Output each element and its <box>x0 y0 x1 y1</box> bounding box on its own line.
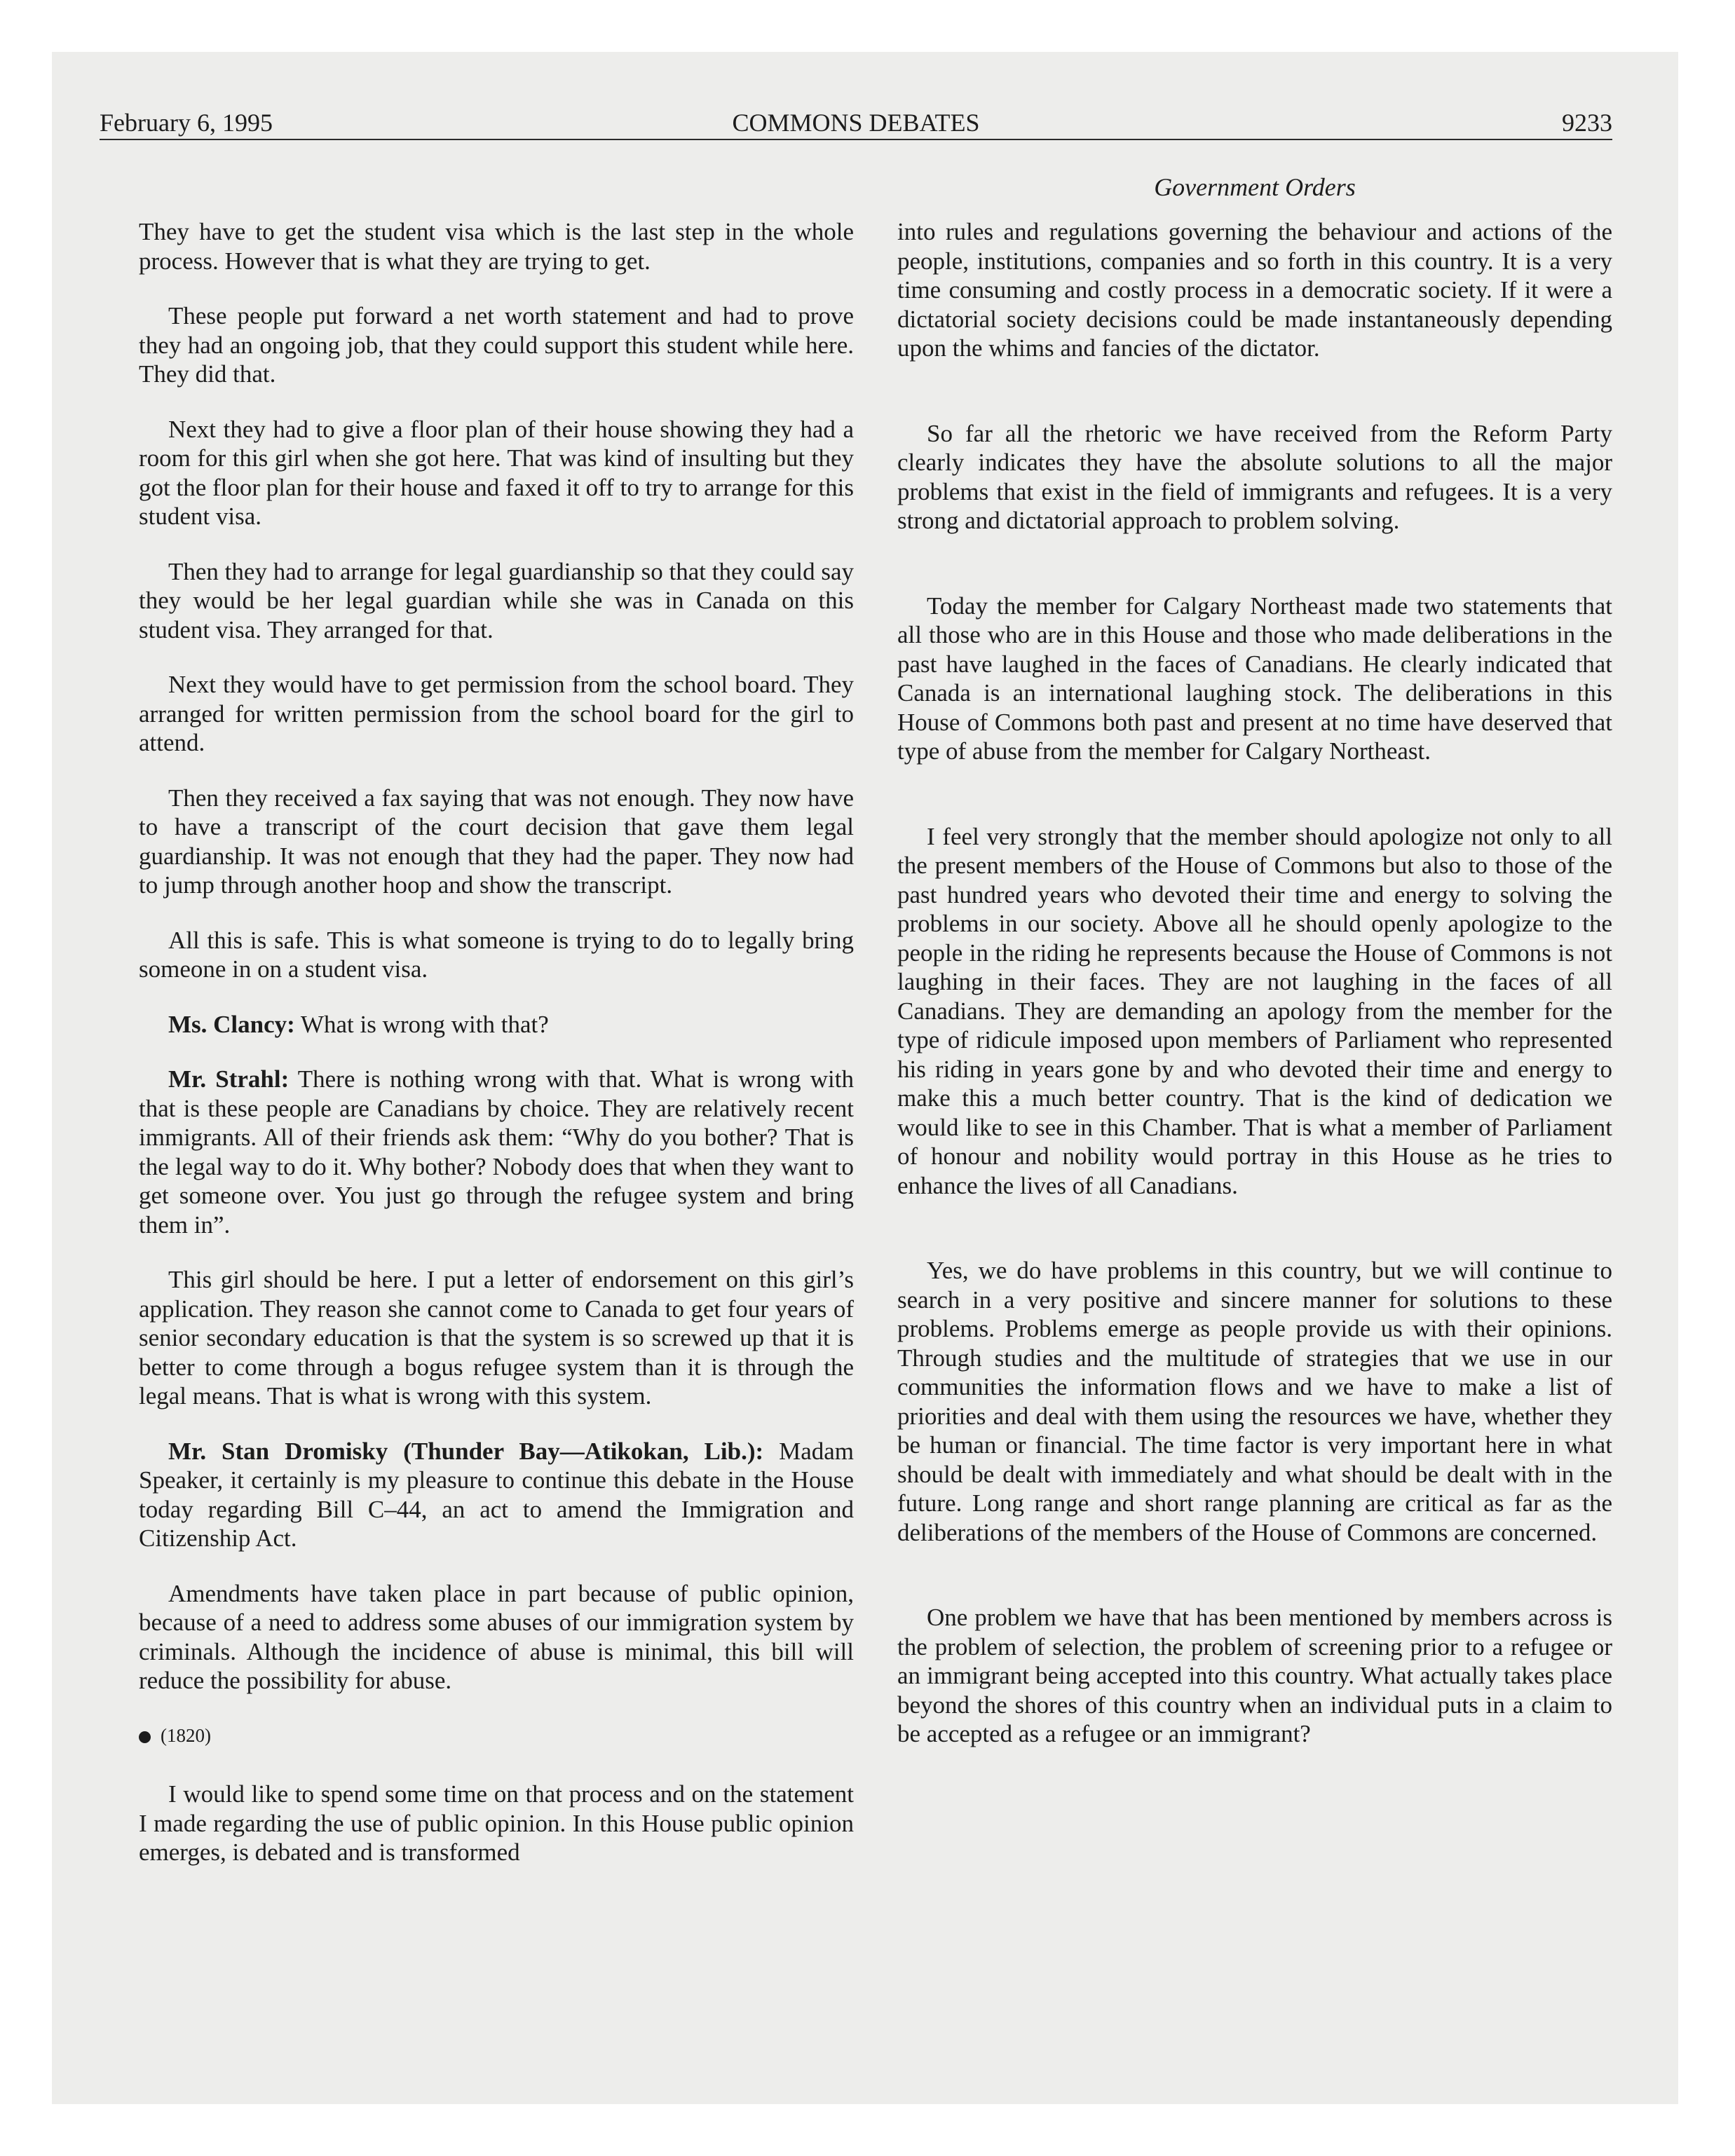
header-title: COMMONS DEBATES <box>732 109 980 137</box>
bullet-icon <box>139 1731 151 1743</box>
speech-text: Madam Speaker, it certainly is my pleasure to continue this debate in the House today regarding Bill C–44, an act to amend the Immigration and Citizenship Act. <box>139 1437 855 1552</box>
left-column <box>139 217 854 1893</box>
paragraph: Today the member for Calgary Northeast made two statements that all those who are in this House and those who made deliberations in the past have laughed in the faces of Canadians. He clearly indicated that Canada is an international laughing stock. The deliberations in this House of Commons both past and present at no time have deserved that type of abuse from the member for Calgary Northeast. <box>897 592 1612 765</box>
paragraph: These people put forward a net worth statement and had to prove they had an ongoing job, that they could support this student while here. They did that. <box>139 302 854 388</box>
paragraph: I would like to spend some time on that process and on the statement I made regarding the use of public opinion. In this House public opinion emerges, is debated and is transformed <box>139 1780 854 1866</box>
header-date: February 6, 1995 <box>100 109 273 137</box>
paragraph: Amendments have taken place in part because of public opinion, because of a need to address some abuses of our immigration system by criminals. Although the incidence of abuse is minimal, this bill will reduce the possibility for abuse. <box>139 1579 854 1694</box>
speech-paragraph <box>139 1065 854 1239</box>
speaker-name: Mr. Strahl: <box>168 1065 290 1093</box>
paragraph: They have to get the student visa which is the last step in the whole process. However that is what they are trying to get. <box>139 218 854 275</box>
right-column <box>897 217 1612 1775</box>
paragraph: All this is safe. This is what someone is trying to do to legally bring someone in on a student visa. <box>139 926 854 983</box>
speech-paragraph <box>139 1010 854 1039</box>
header-rule <box>100 139 1612 140</box>
paragraph: Then they had to arrange for legal guardianship so that they could say they would be her legal guardian while she was in Canada on this student visa. They arranged for that. <box>139 557 854 643</box>
timestamp <box>139 1721 854 1751</box>
speech-text: There is nothing wrong with that. What is wrong with that is these people are Canadians by choice. They are relatively recent immigrants. All of their friends ask them: “Why do you bother? That is the legal way to do it. Why bother? Nobody does that when they want to get someone over. You just go through the refugee system and bring them in”. <box>139 1065 854 1239</box>
speech-paragraph <box>139 1437 854 1553</box>
paragraph: Next they would have to get permission from the school board. They arranged for written permission from the school board for the girl to attend. <box>139 671 854 756</box>
speaker-name: Ms. Clancy: <box>168 1010 295 1038</box>
speaker-name: Mr. Stan Dromisky (Thunder Bay—Atikokan, Lib.): <box>168 1437 764 1465</box>
page-header <box>100 105 1612 140</box>
paragraph: This girl should be here. I put a letter of endorsement on this girl’s application. They reason she cannot come to Canada to get four years of senior secondary education is that the system is so screwed up that it is better to come through a bogus refugee system than it is through the legal means. That is what is wrong with this system. <box>139 1266 854 1410</box>
paragraph: So far all the rhetoric we have received from the Reform Party clearly indicates they have the absolute solutions to all the major problems that exist in the field of immigrants and refugees. It is a very strong and dictatorial approach to problem solving. <box>897 419 1612 534</box>
timestamp-text: (1820) <box>161 1724 211 1746</box>
paragraph: I feel very strongly that the member should apologize not only to all the present members of the House of Commons but also to those of the past hundred years who devoted their time and energy to solving the problems in our society. Above all he should openly apologize to the people in the riding he represents because the House of Commons is not laughing in their faces. They are not laughing in the faces of all Canadians. They are demanding an apology from the member for the type of ridicule imposed upon members of Parliament who represented his riding in years gone by and who devoted their time and energy to make this a much better country. That is the kind of dedication we would like to see in this Chamber. That is what a member of Parliament of honour and nobility would portray in this House as he tries to enhance the lives of all Canadians. <box>897 822 1612 1199</box>
paragraph: into rules and regulations governing the behaviour and actions of the people, institutions, companies and so forth in this country. It is a very time consuming and costly process in a democratic society. If it were a dictatorial society decisions could be made instantaneously depending upon the whims and fancies of the dictator. <box>897 218 1612 362</box>
paragraph: Next they had to give a floor plan of their house showing they had a room for this girl when she got here. That was kind of insulting but they got the floor plan for their house and faxed it off to try to arrange for this student visa. <box>139 415 854 530</box>
speech-text: What is wrong with that? <box>294 1010 549 1038</box>
header-page-number: 9233 <box>1562 109 1612 137</box>
paragraph: One problem we have that has been mentioned by members across is the problem of selection, the problem of screening prior to a refugee or an immigrant being accepted into this country. What actually takes place beyond the shores of this country when an individual puts in a claim to be accepted as a refugee or an immigrant? <box>897 1604 1612 1747</box>
paragraph: Yes, we do have problems in this country, but we will continue to search in a very positive and sincere manner for solutions to these problems. Problems emerge as people provide us with their opinions. Through studies and the multitude of strategies that we use in our communities the information flows and we have to make a list of priorities and deal with them using the resources we have, whether they be human or financial. The time factor is very important here in what should be dealt with immediately and what should be dealt with in the future. Long range and short range planning are critical as far as the deliberations of the members of the House of Commons are concerned. <box>897 1257 1612 1546</box>
section-heading: Government Orders <box>1154 173 1356 201</box>
paragraph: Then they received a fax saying that was not enough. They now have to have a transcript of the court decision that gave them legal guardianship. It was not enough that they had the paper. They now had to jump through another hoop and show the transcript. <box>139 784 854 899</box>
